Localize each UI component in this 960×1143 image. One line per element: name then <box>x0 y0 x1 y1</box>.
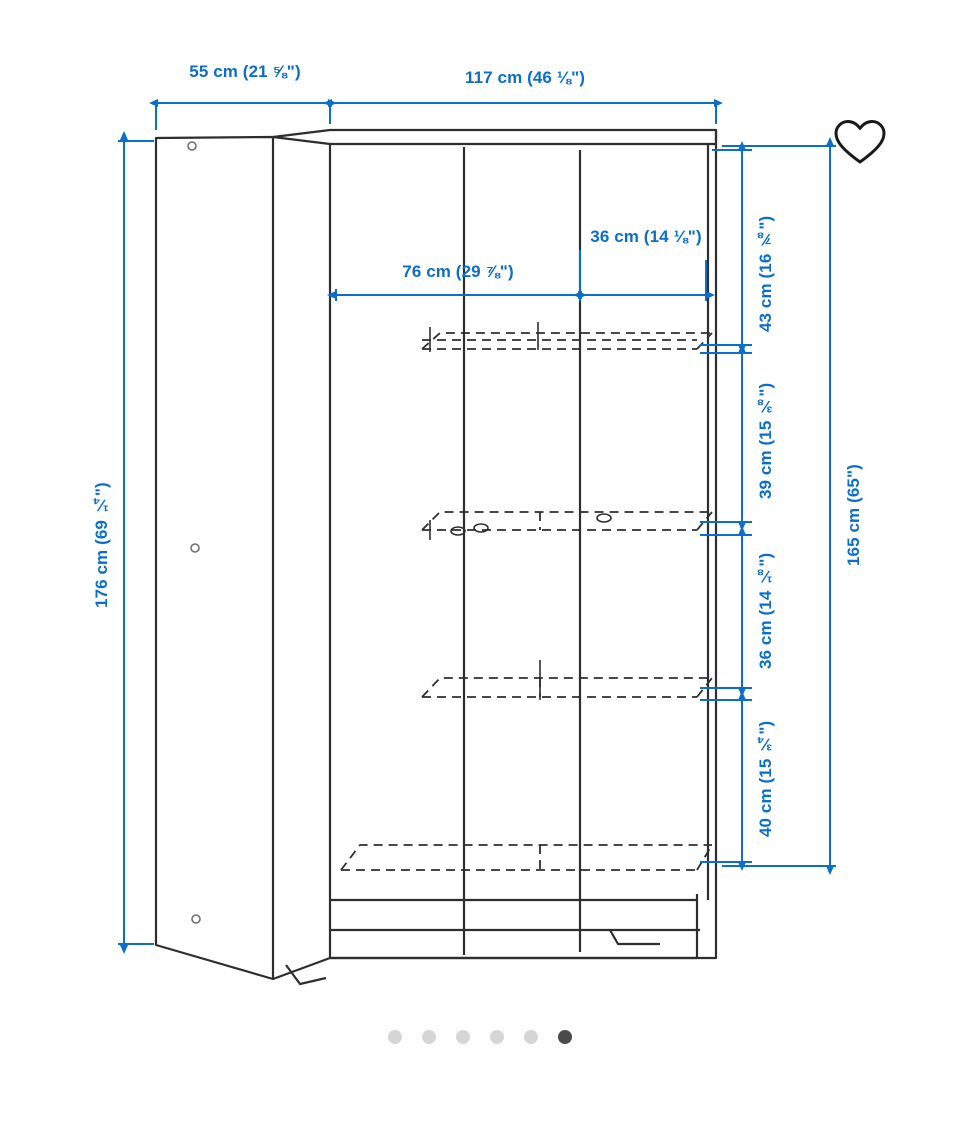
carousel-dot[interactable] <box>422 1030 436 1044</box>
cabinet-outline <box>156 130 716 984</box>
dimension-section-bottom-label: 40 cm (15 ¾") <box>756 720 775 838</box>
dimension-section-second-label: 39 cm (15 ⅜") <box>756 382 775 500</box>
interior-dashed <box>341 333 712 870</box>
dimension-width-label: 117 cm (46 ⅛") <box>464 68 586 87</box>
carousel-dot-active[interactable] <box>558 1030 572 1044</box>
carousel-dot[interactable] <box>388 1030 402 1044</box>
carousel-dot[interactable] <box>456 1030 470 1044</box>
carousel-dot[interactable] <box>490 1030 504 1044</box>
carousel-dots <box>0 1030 960 1044</box>
dimension-lines <box>118 100 836 945</box>
interior-supports <box>430 160 611 700</box>
dimension-inner-height-total-label: 165 cm (65") <box>844 464 863 566</box>
carousel-dot[interactable] <box>524 1030 538 1044</box>
heart-icon <box>832 117 888 167</box>
dimension-inner-width-right-label: 36 cm (14 ⅛") <box>590 227 702 246</box>
dimension-section-top-label: 43 cm (16 ⅞") <box>756 215 775 333</box>
fitting-holes <box>188 142 200 923</box>
dimension-total-height-label: 176 cm (69 ¼") <box>92 482 111 608</box>
favorite-button[interactable] <box>832 117 888 167</box>
dimension-depth-label: 55 cm (21 ⅝") <box>189 62 301 81</box>
dimension-section-third-label: 36 cm (14 ⅛") <box>756 552 775 670</box>
dimension-inner-width-left-label: 76 cm (29 ⅞") <box>402 262 514 281</box>
